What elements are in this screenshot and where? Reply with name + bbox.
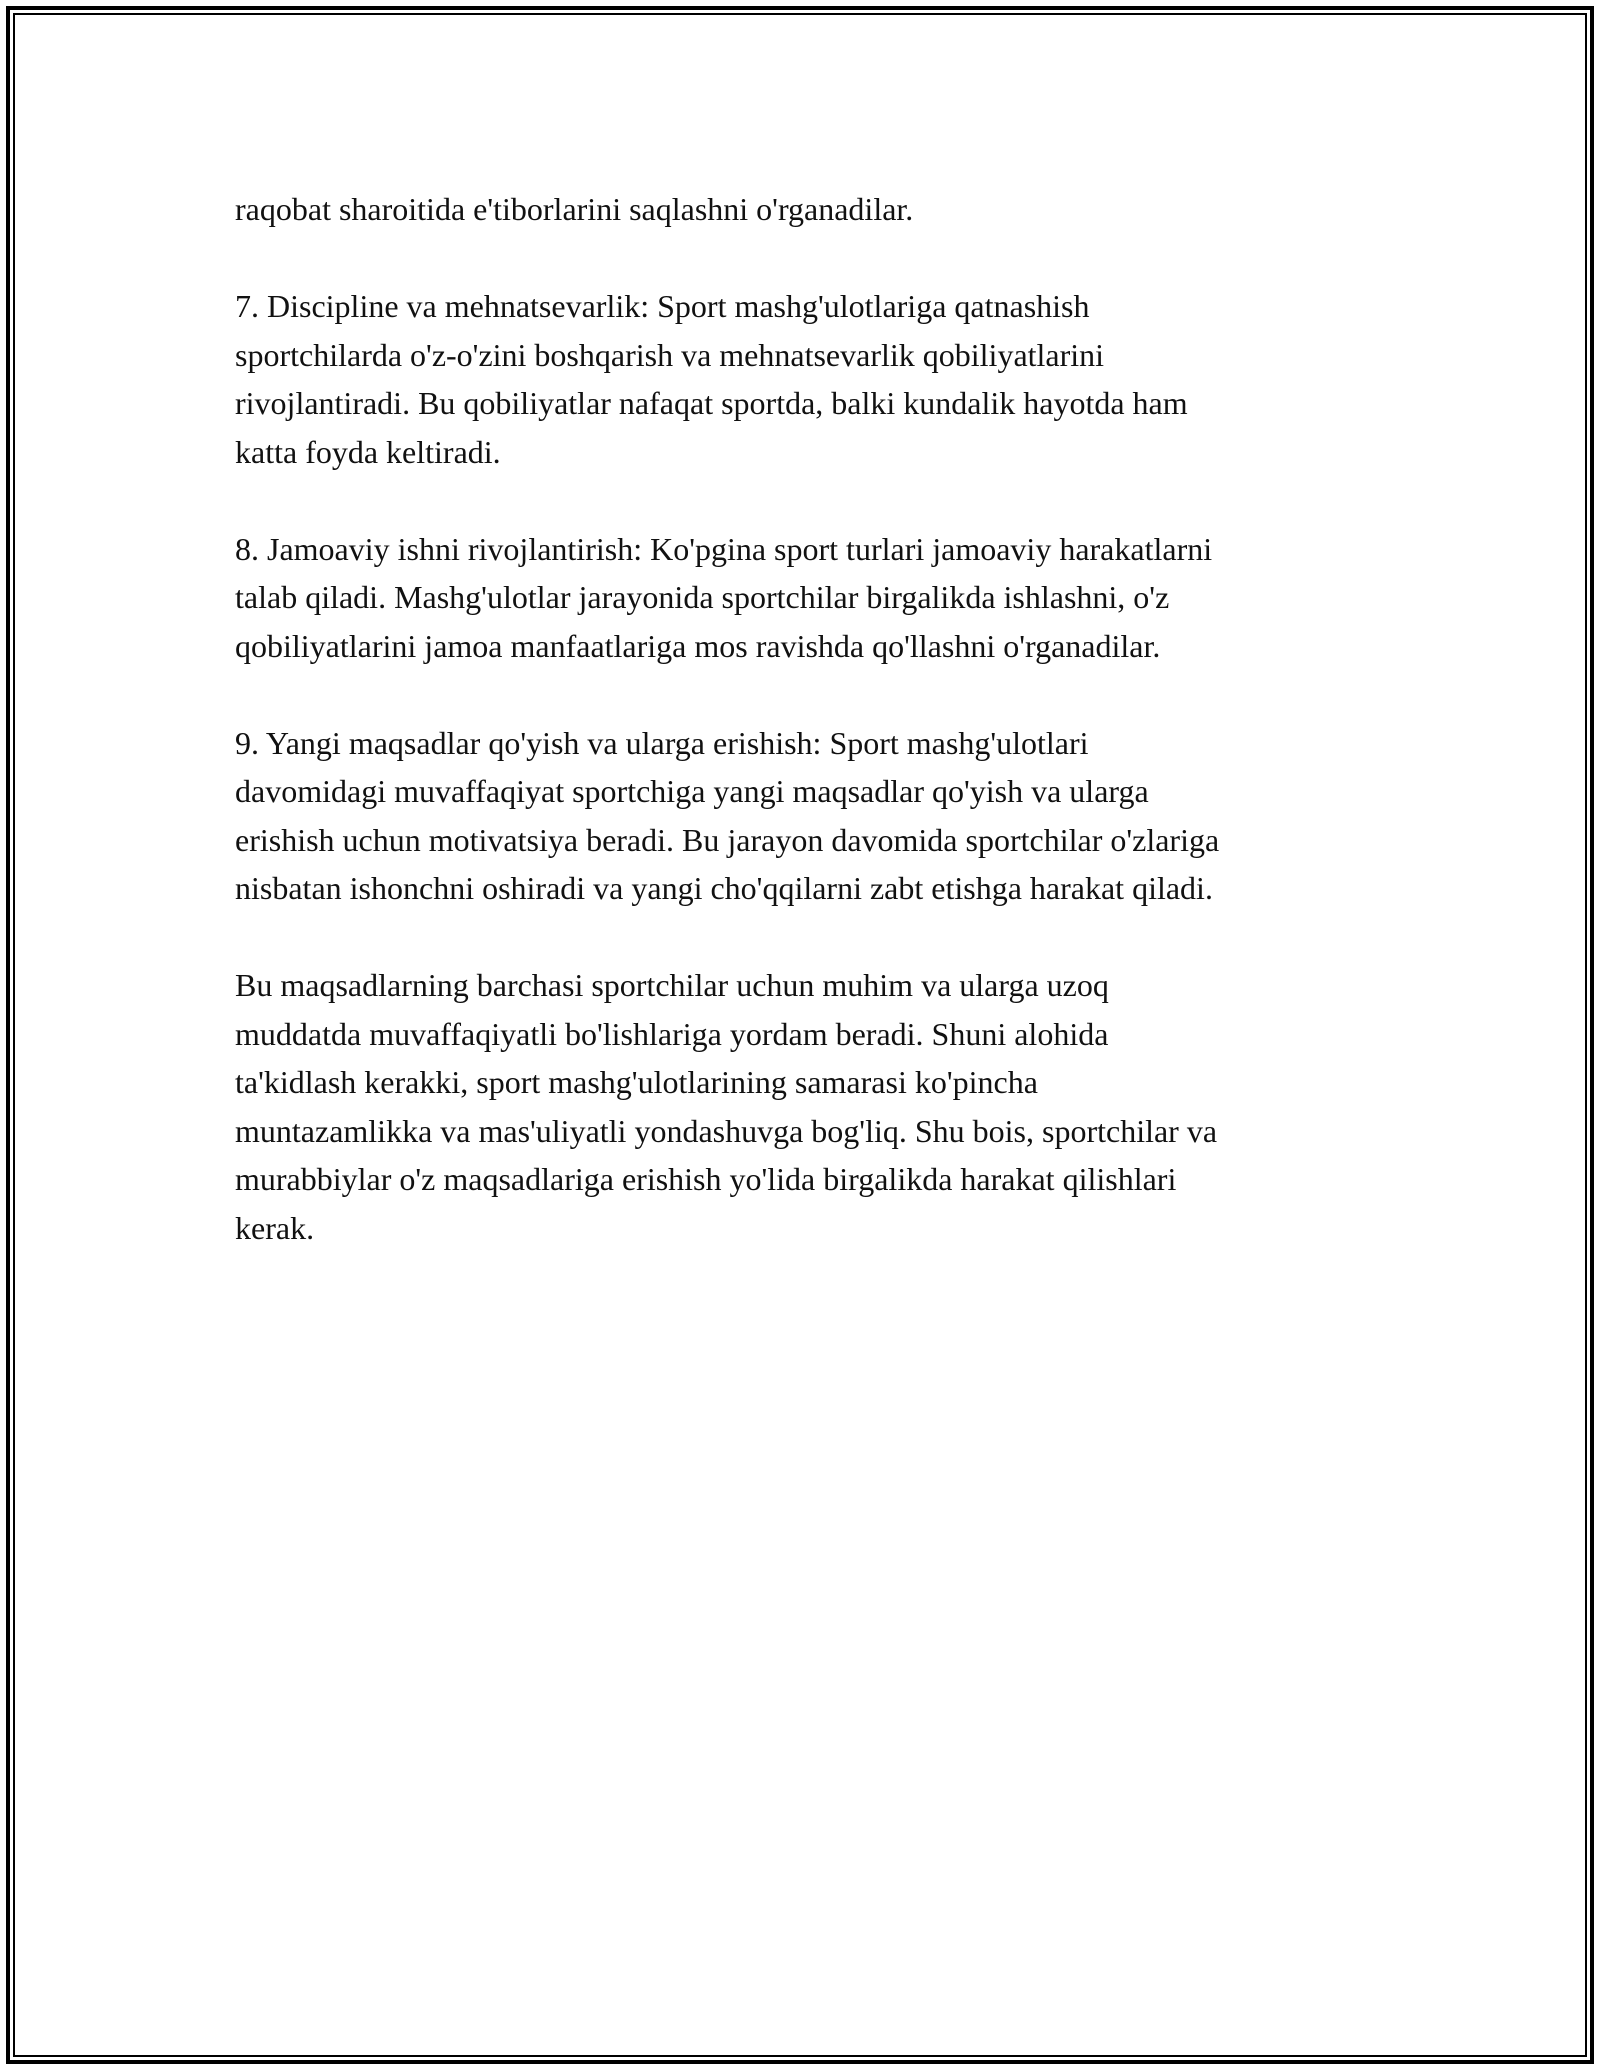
paragraph-conclusion: Bu maqsadlarning barchasi sportchilar uchun muhim va ularga uzoq muddatda muvaffaqiyatli bo'lishlariga yordam beradi. Shuni alohida ta'kidlash kerakki, sport mashg'ulotlarining samarasi ko'pincha muntazamlikka va mas'uliyatli yondashuvga bog'liq. Shu bois, sportchilar va murabbiylar o'z maqsadlariga erishish yo'lida birgalikda harakat qilishlari kerak. [235, 967, 1218, 1246]
paragraph-item-8: 8. Jamoaviy ishni rivojlantirish: Ko'pgina sport turlari jamoaviy harakatlarni talab qiladi. Mashg'ulotlar jarayonida sportchilar birgalikda ishlashni, o'z qobiliyatlarini jamoa manfaatlariga mos ravishda qo'llashni o'rganadilar. [235, 530, 1213, 664]
paragraph-continuation: raqobat sharoitida e'tiborlarini saqlashni o'rganadilar. [235, 191, 914, 227]
document-body [235, 185, 1375, 1301]
paragraph-item-9: 9. Yangi maqsadlar qo'yish va ularga erishish: Sport mashg'ulotlari davomidagi muvaffaqiyat sportchiga yangi maqsadlar qo'yish va ularga erishish uchun motivatsiya beradi. Bu jarayon davomida sportchilar o'zlariga nisbatan ishonchni oshiradi va yangi cho'qqilarni zabt etishga harakat qiladi. [235, 724, 1220, 906]
paragraph-item-7: 7. Discipline va mehnatsevarlik: Sport mashg'ulotlariga qatnashish sportchilarda o'z-o'zini boshqarish va mehnatsevarlik qobiliyatlarini rivojlantiradi. Bu qobiliyatlar nafaqat sportda, balki kundalik hayotda ham katta foyda keltiradi. [235, 288, 1188, 470]
